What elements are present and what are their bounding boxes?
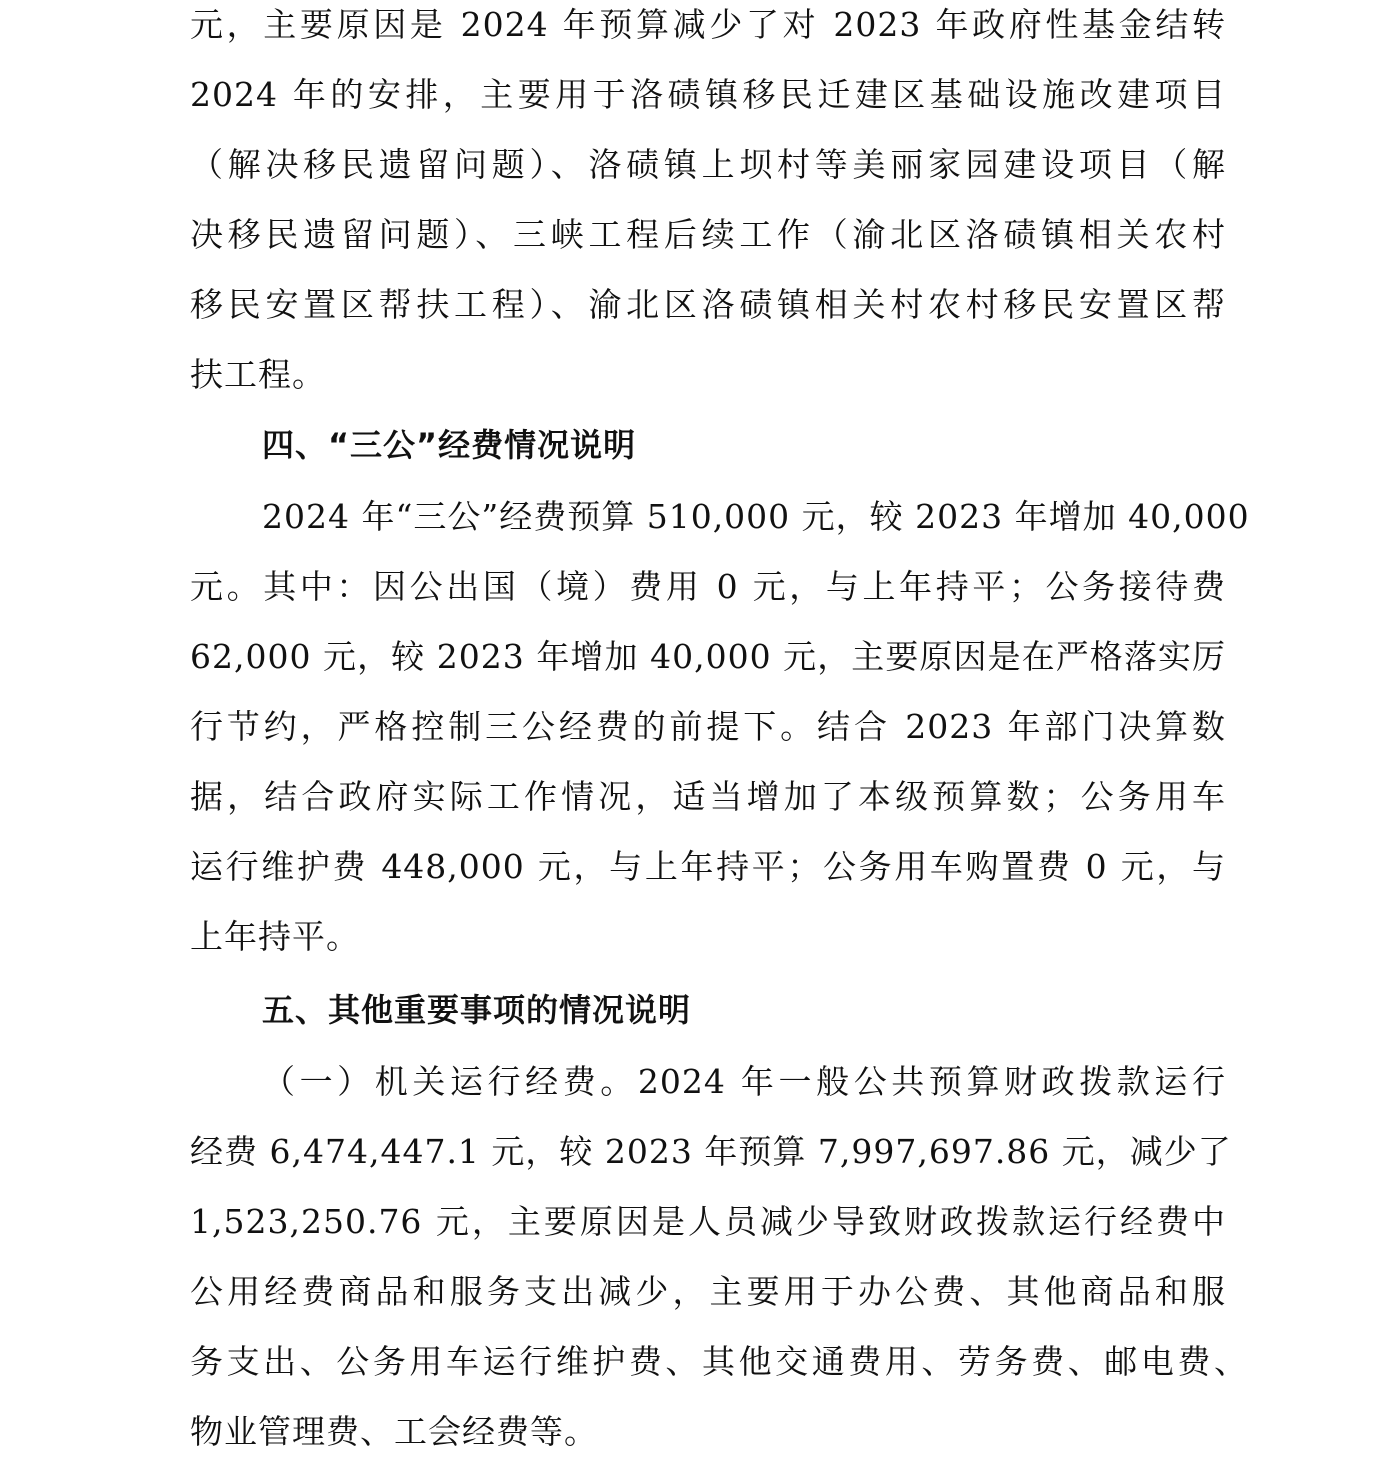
paragraph-line: 2024 年“三公”经费预算 510,000 元，较 2023 年增加 40,000 xyxy=(262,497,1250,536)
paragraph-line: 扶工程。 xyxy=(190,355,326,394)
paragraph-line: 公用经费商品和服务支出减少，主要用于办公费、其他商品和服 xyxy=(190,1272,1226,1311)
paragraph-line: （解决移民遗留问题）、洛碛镇上坝村等美丽家园建设项目（解 xyxy=(190,145,1226,184)
paragraph-line: 62,000 元，较 2023 年增加 40,000 元，主要原因是在严格落实厉 xyxy=(190,637,1226,676)
paragraph-line: 经费 6,474,447.1 元，较 2023 年预算 7,997,697.86 元，减少了 xyxy=(190,1132,1232,1171)
paragraph-line: 元。其中：因公出国（境）费用 0 元，与上年持平；公务接待费 xyxy=(190,567,1226,606)
paragraph-line: 元，主要原因是 2024 年预算减少了对 2023 年政府性基金结转 xyxy=(190,5,1226,44)
paragraph-line: 1,523,250.76 元，主要原因是人员减少导致财政拨款运行经费中 xyxy=(190,1202,1226,1241)
section-heading-other-matters: 五、其他重要事项的情况说明 xyxy=(262,991,692,1029)
paragraph-line: 运行维护费 448,000 元，与上年持平；公务用车购置费 0 元，与 xyxy=(190,847,1226,886)
section-heading-san-gong: 四、“三公”经费情况说明 xyxy=(262,426,637,464)
paragraph-line: 移民安置区帮扶工程）、渝北区洛碛镇相关村农村移民安置区帮 xyxy=(190,285,1226,324)
paragraph-line: 据，结合政府实际工作情况，适当增加了本级预算数；公务用车 xyxy=(190,777,1226,816)
paragraph-line: 决移民遗留问题）、三峡工程后续工作（渝北区洛碛镇相关农村 xyxy=(190,215,1226,254)
paragraph-line: 上年持平。 xyxy=(190,917,360,956)
paragraph-line: 务支出、公务用车运行维护费、其他交通费用、劳务费、邮电费、 xyxy=(190,1342,1248,1381)
paragraph-line: 2024 年的安排，主要用于洛碛镇移民迁建区基础设施改建项目 xyxy=(190,75,1226,114)
paragraph-line: 行节约，严格控制三公经费的前提下。结合 2023 年部门决算数 xyxy=(190,707,1226,746)
paragraph-line: 物业管理费、工会经费等。 xyxy=(190,1412,598,1451)
paragraph-line: （一）机关运行经费。2024 年一般公共预算财政拨款运行 xyxy=(262,1062,1226,1101)
